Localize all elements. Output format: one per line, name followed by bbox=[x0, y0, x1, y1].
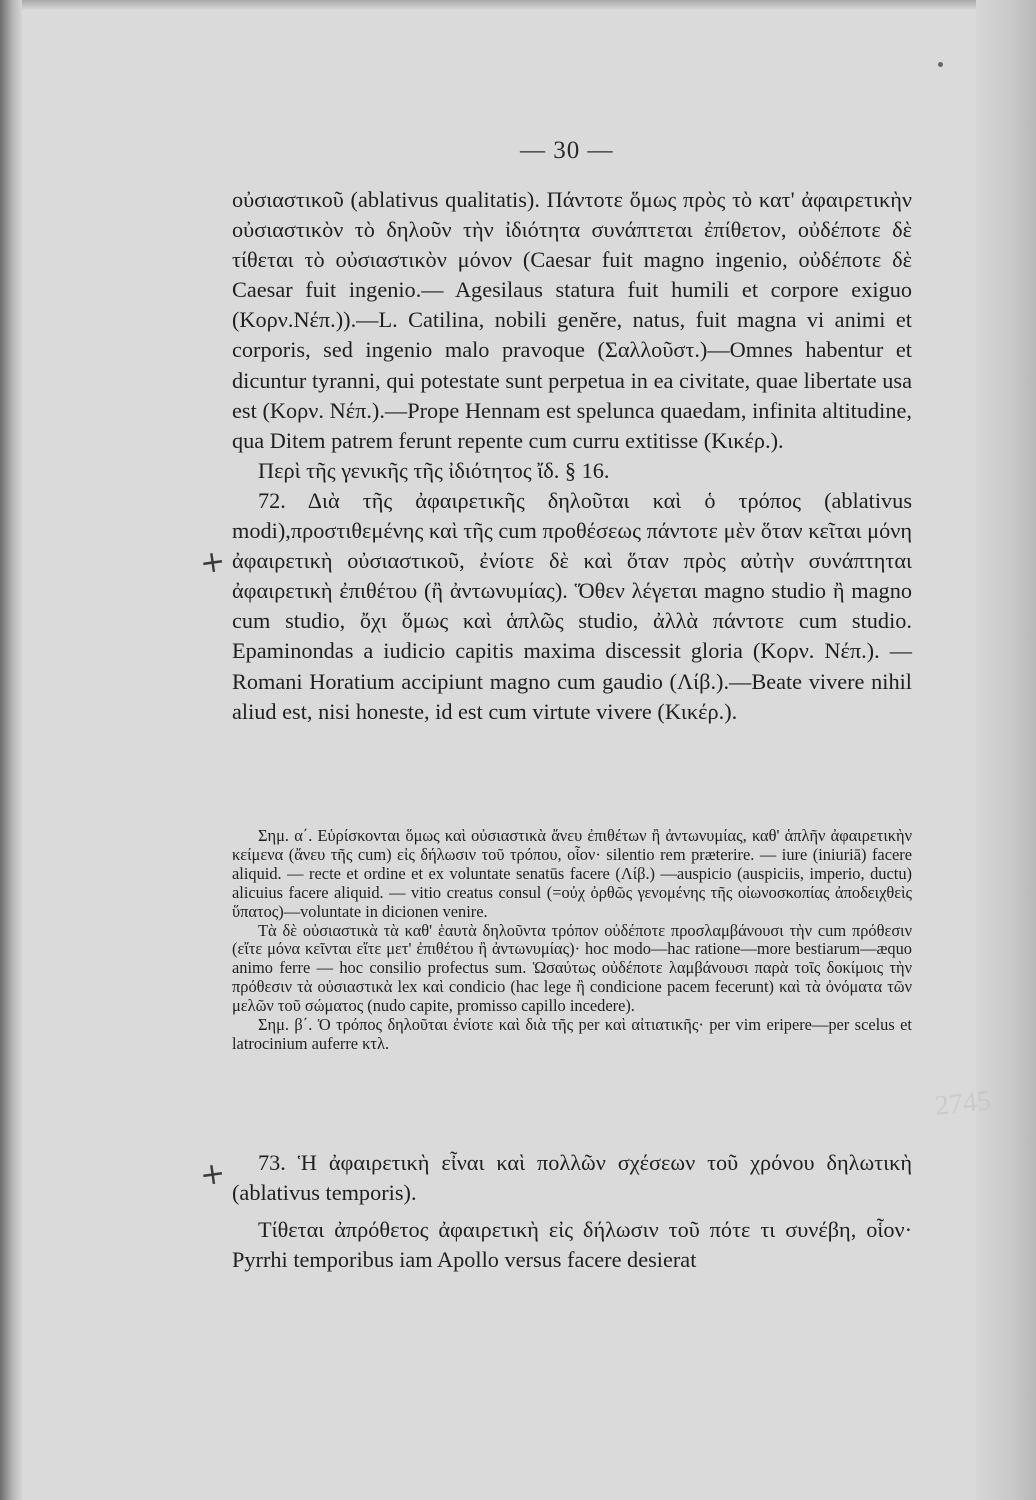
ink-speck bbox=[938, 62, 943, 67]
lower-text bbox=[232, 1148, 912, 1275]
margin-mark-72: + bbox=[197, 543, 228, 582]
page-number: — 30 — bbox=[520, 137, 614, 164]
faint-handwriting: 2745 bbox=[933, 1085, 993, 1122]
paragraph-ablativus-qualitatis: οὐσιαστικοῦ (ablativus qualitatis). Πάντοτε ὅμως πρὸς τὸ κατ' ἀφαιρετικὴν οὐσιαστικὸν τὸ δηλοῦν τὴν ἰδιότητα συνάπτεται ἐπίθετον, οὐδέποτε δὲ τίθεται τὸ οὐσιαστικὸν μόνον (Caesar fuit magno ingenio, οὐδέποτε δὲ Caesar fuit ingenio.— Agesilaus statura fuit humili et corpore exiguo (Κορν.Νέπ.)).—L. Catilina, nobili genĕre, natus, fuit magna vi animi et corporis, sed ingenio malo pravoque (Σαλλοῦστ.)—Omnes habentur et dicuntur tyranni, qui potestate sunt perpetua in ea civitate, quae libertate usa est (Κορν. Νέπ.).—Prope Hennam est spelunca quaedam, infinita altitudine, qua Ditem patrem ferunt repente cum curru extitisse (Κικέρ.). bbox=[232, 187, 912, 453]
paragraph-ablativus-temporis: Τίθεται ἀπρόθετος ἀφαιρετικὴ εἰς δήλωσιν τοῦ πότε τι συνέβη, οἷον· Pyrrhi temporibus iam Apollo versus facere desierat bbox=[232, 1216, 912, 1272]
page-top-edge bbox=[0, 0, 1036, 10]
notes-block bbox=[232, 827, 912, 1054]
main-text bbox=[232, 185, 912, 727]
page-right-shadow bbox=[976, 0, 1036, 1500]
paragraph-section-73: 73. Ἡ ἀφαιρετικὴ εἶναι καὶ πολλῶν σχέσεων τοῦ χρόνου δηλωτικὴ (ablativus temporis). bbox=[232, 1150, 912, 1206]
note-alpha-continued: Τὰ δὲ οὐσιαστικὰ τὰ καθ' ἑαυτὰ δηλοῦντα τρόπον οὐδέποτε προσλαμβάνουσι τὴν cum πρόθεσιν (εἴτε μόνα κεῖνται εἴτε μετ' ἐπιθέτου ἢ ἀντωνυμίας)· hoc modo—hac ratione—more bestiarum—æquo animo ferre — hoc consilio profectus sum. Ὡσαύτως οὐδέποτε λαμβάνουσι παρὰ τοῖς δοκίμοις τὴν πρόθεσιν τὰ οὐσιαστικὰ lex καὶ condicio (hac lege ἢ condicione pacem fecerunt) καὶ τὰ ὀνόματα τῶν μελῶν τοῦ σώματος (nudo capite, promisso capillo incedere). bbox=[232, 920, 912, 1016]
paragraph-section-72: 72. Διὰ τῆς ἀφαιρετικῆς δηλοῦται καὶ ὁ τρόπος (ablativus modi),προστιθεμένης καὶ τῆς cum προθέσεως πάντοτε μὲν ὅταν κεῖται μόνη ἀφαιρετικὴ οὐσιαστικοῦ, ἐνίοτε δὲ καὶ ὅταν πρὸς αὐτὴν συνάπτηται ἀφαιρετικὴ ἐπιθέτου (ἢ ἀντωνυμίας). Ὅθεν λέγεται magno studio ἢ magno cum studio, ὄχι ὅμως καὶ ἁπλῶς studio, ἀλλὰ πάντοτε cum studio. Epaminondas a iudicio capitis maxima discessit gloria (Κορν. Νέπ.). — Romani Horatium accipiunt magno cum gaudio (Λίβ.).—Beate vivere nihil aliud est, nisi honeste, id est cum virtute vivere (Κικέρ.). bbox=[232, 487, 912, 724]
margin-mark-73: + bbox=[197, 1155, 228, 1194]
paragraph-cross-reference: Περὶ τῆς γενικῆς τῆς ἰδιότητος ἴδ. § 16. bbox=[258, 457, 610, 483]
note-alpha: Σημ. α΄. Εὑρίσκονται ὅμως καὶ οὐσιαστικὰ ἄνευ ἐπιθέτων ἢ ἀντωνυμίας, καθ' ἁπλῆν ἀφαιρετικὴν κείμενα (ἄνευ τῆς cum) εἰς δήλωσιν τοῦ τρόπου, οἷον· silentio rem præterire. — iure (iniuriā) facere aliquid. — recte et ordine et ex voluntate senatūs facere (Λίβ.) —auspicio (auspiciis, imperio, ductu) alicuius facere aliquid. — vitio creatus consul (=οὐχ ὀρθῶς γενομένης τῆς οἰωνοσκοπίας ἀποδειχθεὶς ὕπατος)—voluntate in dicionen venire. bbox=[232, 826, 912, 921]
page-left-shadow bbox=[0, 0, 22, 1500]
note-beta: Σημ. β΄. Ὁ τρόπος δηλοῦται ἐνίοτε καὶ διὰ τῆς per καὶ αἰτιατικῆς· per vim eripere—per scelus et latrocinium auferre κτλ. bbox=[232, 1015, 912, 1053]
